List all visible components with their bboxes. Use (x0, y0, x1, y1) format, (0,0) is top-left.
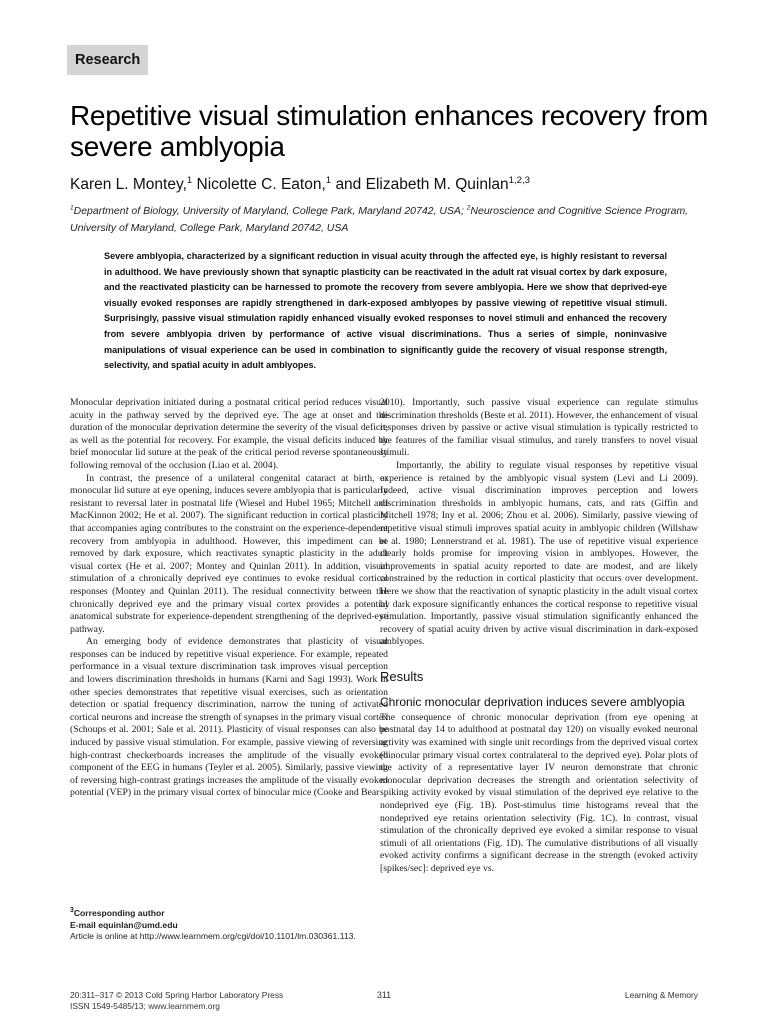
author-name: Nicolette C. Eaton, (196, 176, 326, 193)
footer-citation (70, 990, 283, 1012)
article-title: Repetitive visual stimulation enhances recovery from severe amblyopia (70, 100, 709, 162)
body-paragraph: 2010). Importantly, such passive visual experience can regulate stimulus discrimination thresholds (Beste et al. 2011). However, the enhancement of visual responses driven by passive or active visual stimulation is typically restricted to the features of the familiar visual stimulus, and rarely transfers to novel visual stimuli. (380, 397, 698, 459)
body-paragraph: Monocular deprivation initiated during a postnatal critical period reduces visual acuity in the pathway served by the deprived eye. The age at onset and the duration of the monocular deprivation determine the severity of the visual deficit, as well as the potential for recovery. For example, the visual deficits induced by brief monocular lid suture at the peak of the critical period reverse spontaneously following removal of the occlusion (Liao et al. 2004). (70, 397, 388, 471)
copyright-line: 20:311–317 © 2013 Cold Spring Harbor Laboratory Press (70, 990, 284, 1000)
journal-name: Learning & Memory (624, 990, 698, 1000)
affiliation-mark: 2 (466, 204, 471, 212)
author-affiliation-mark: 1 (325, 174, 332, 186)
footnote-label: Corresponding author (73, 908, 165, 918)
results-heading: Results (380, 668, 424, 684)
email-label: E-mail (70, 919, 96, 930)
body-paragraph: In contrast, the presence of a unilateral congenital cataract at birth, or monocular lid suture at eye opening, induces severe amblyopia that is particularly resistant to reversal later in postnatal life (Wiesel and Hubel 1965; Mitchell and MacKinnon 2002; He et al. 2007). The significant reduction in cortical plasticity that accompanies aging contributes to the constraint on the experience-dependent recovery from amblyopia in adulthood. However, this impediment can be removed by dark exposure, which reactivates synaptic plasticity in the adult visual cortex (He et al. 2007; Montey and Quinlan 2011). In addition, visual stimulation of a chronically deprived eye continues to evoke residual cortical responses (Montey and Quinlan 2011). The residual connectivity between the chronically deprived eye and the primary visual cortex provides a potential anatomical substrate for experience-dependent strengthening of the deprived-eye pathway. (70, 472, 388, 635)
page-number: 311 (376, 990, 392, 1000)
section-tag: Research (67, 45, 148, 75)
footnote-mark: 3 (70, 907, 74, 915)
footnote (70, 908, 388, 943)
affiliations (70, 203, 710, 237)
author-list (70, 175, 710, 195)
author-affiliation-mark: 1,2,3 (508, 174, 530, 186)
email-line (70, 920, 388, 932)
email-link[interactable]: equinlan@umd.edu (98, 919, 178, 930)
body-paragraph: The consequence of chronic monocular deprivation (from eye opening at postnatal day 14 to adulthood at postnatal day 120) on visually evoked neuronal activity was examined with single unit recordings from the deprived visual cortex (binocular primary visual cortex contralateral to the deprived eye). Polar plots of the activity of a representative layer IV neuron demonstrate that chronic monocular deprivation decreases the strength and orientation selectivity of spiking activity evoked by visual stimulation of the deprived eye relative to the nondeprived eye (Fig. 1B). Post-stimulus time histograms reveal that the nondeprived eye retains orientation selectivity (Fig. 1C). In contrast, visual stimulation of the chronically deprived eye evoked a similar response to visual stimuli of all orientations (Fig. 1D). The cumulative distributions of all visually evoked activity confirms a significant decrease in the strength (evoked activity [spikes/sec]: deprived eye vs. (380, 711, 698, 874)
article-link-line[interactable]: Article is online at http://www.learnmem.org/cgi/doi/10.1101/lm.030361.113. (70, 931, 356, 941)
body-paragraph: Importantly, the ability to regulate visual responses by repetitive visual experience is retained by the amblyopic visual system (Levi and Li 2009). Indeed, active visual discrimination improves perception and lowers discrimination thresholds in amblyopic humans, cats, and rats (Giffin and Mitchell 1978; Iny et al. 2006; Zhou et al. 2006). Similarly, passive viewing of repetitive visual stimuli improves spatial acuity in amblyopic children (Willshaw et al. 1980; Lennerstrand et al. 1981). The use of repetitive visual experience clearly holds promise for improving vision in amblyopes. However, the improvements in spatial acuity reported to date are modest, and are likely constrained by the reduction in cortical plasticity that occurs over development. Here we show that the reactivation of synaptic plasticity in the adult visual cortex by dark exposure significantly enhances the cortical response to repetitive visual stimulation. Importantly, passive visual stimulation significantly enhanced the recovery of spatial acuity driven by active visual discrimination in dark-exposed amblyopes. (380, 459, 698, 648)
results-subheading: Chronic monocular deprivation induces severe amblyopia (380, 694, 685, 709)
author-name: Karen L. Montey, (70, 176, 187, 193)
abstract: Severe amblyopia, characterized by a significant reduction in visual acuity through the affected eye, is highly resistant to reversal in adulthood. We have previously shown that synaptic plasticity can be reactivated in the adult rat visual cortex by dark exposure, and the reactivated plasticity can be harnessed to promote the recovery from severe amblyopia. Here we show that deprived-eye visually evoked responses are rapidly strengthened in dark-exposed amblyopes by passive viewing of repetitive visual stimuli. Surprisingly, passive visual stimulation rapidly enhanced visually evoked responses to novel stimuli and enhanced the recovery from severe amblyopia driven by performance of active visual discriminations. Thus a series of simple, noninvasive manipulations of visual experience can be used in combination to significantly guide the recovery of visual response strength, selectivity, and spatial acuity in adult amblyopes. (104, 251, 667, 371)
body-paragraph: An emerging body of evidence demonstrates that plasticity of visual responses can be induced by repetitive visual experience. For example, repeated performance in a visual texture discrimination task improves visual perception and lowers discrimination thresholds in humans (Karni and Sagi 1993). Work in other species demonstrates that repetitive visual exercises, such as orientation detection or spatial frequency discrimination, narrow the tuning of activated cortical neurons and increase the strength of synapses in the primary visual cortex (Schoups et al. 2001; Sale et al. 2011). Plasticity of visual responses can also be induced by passive visual stimulation. For example, passive viewing of reversing high-contrast checkerboards increases the amplitude of the visually evoked component of the EEG in humans (Teyler et al. 2005). Similarly, passive viewing of reversing high-contrast gratings increases the amplitude of the visually evoked potential (VEP) in the primary visual cortex of binocular mice (Cooke and Bear (70, 636, 388, 799)
corresponding-author-note (70, 908, 388, 920)
issn-line: ISSN 1549-5485/13; www.learnmem.org (70, 1001, 220, 1011)
affiliation-text: Neuroscience and Cognitive Science Program, University of Maryland, College Park, Maryland 20742, USA (70, 205, 689, 234)
author-name: and Elizabeth M. Quinlan (335, 176, 509, 193)
affiliation-mark: 1 (70, 204, 74, 212)
author-affiliation-mark: 1 (186, 174, 193, 186)
affiliation-text: Department of Biology, University of Maryland, College Park, Maryland 20742, USA; (73, 205, 467, 217)
body-column-right (380, 397, 698, 876)
body-column-left (70, 397, 388, 800)
